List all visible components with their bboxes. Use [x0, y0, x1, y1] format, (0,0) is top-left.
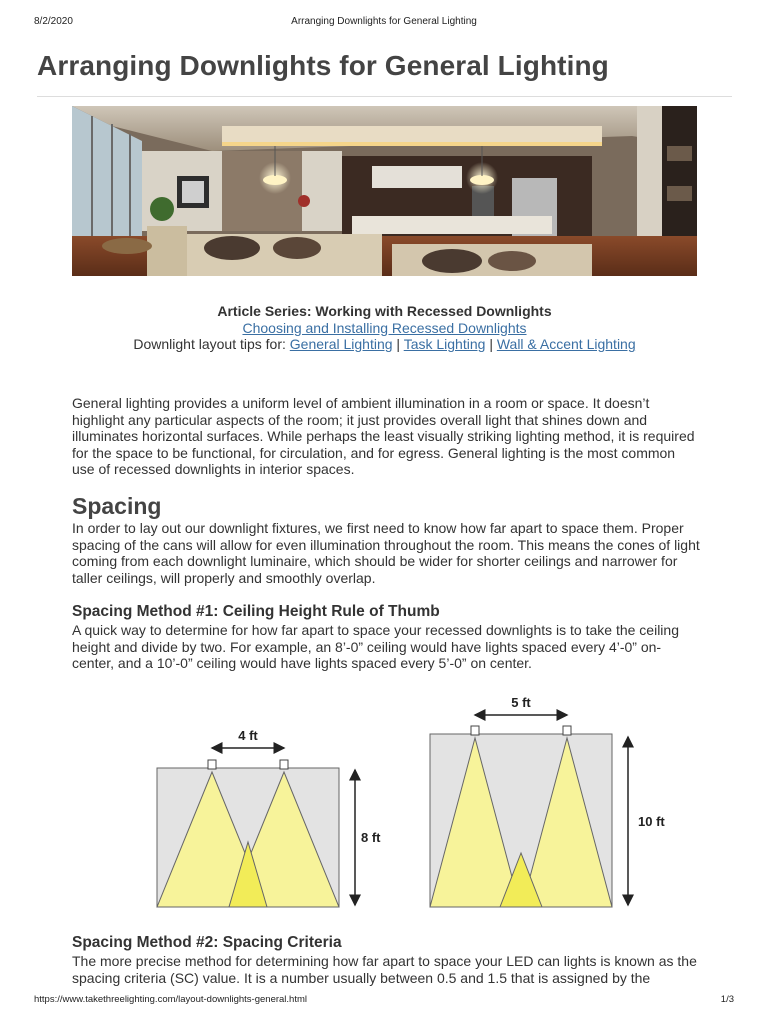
- tips-separator: |: [396, 336, 401, 352]
- tips-prefix: Downlight layout tips for:: [133, 336, 286, 352]
- downlight-icon: [563, 726, 571, 735]
- spacing-diagram: [140, 690, 680, 915]
- diagram-10ft-height-label: 10 ft: [638, 814, 665, 829]
- print-title: Arranging Downlights for General Lighting: [291, 16, 477, 27]
- method1-paragraph: A quick way to determine for how far apart to space your recessed downlights is to take the ceiling height and divide by two. For example, an 8’-0” ceiling would have lights spaced every 4’-0” on-center, and a 10’-0” ceiling would have lights spaced every 5’-0” on center.: [72, 622, 679, 672]
- method2-paragraph: The more precise method for determining how far apart to space your LED can lights is known as the spacing criteria (SC) value. It is a number usually between 0.5 and 1.5 that is assigned by the: [72, 953, 697, 986]
- diagram-8ft-spacing-label: 4 ft: [238, 728, 258, 743]
- series-heading: Article Series: Working with Recessed Downlights: [217, 303, 552, 319]
- downlight-icon: [471, 726, 479, 735]
- print-page-number: 1/3: [720, 994, 734, 1005]
- print-footer: [34, 994, 734, 1008]
- diagram-8ft-room: [157, 728, 381, 907]
- print-date: 8/2/2020: [34, 16, 73, 27]
- method2-heading: Spacing Method #2: Spacing Criteria: [72, 934, 342, 951]
- diagram-10ft-room: [430, 695, 665, 907]
- spacing-heading: Spacing: [72, 493, 162, 519]
- tips-separator: |: [489, 336, 493, 352]
- series-link[interactable]: Choosing and Installing Recessed Downlights: [242, 319, 527, 336]
- hero-image: [72, 106, 697, 276]
- print-url: https://www.takethreelighting.com/layout-downlights-general.html: [34, 994, 307, 1005]
- diagram-8ft-height-label: 8 ft: [361, 830, 381, 845]
- intro-paragraph: General lighting provides a uniform level of ambient illumination in a room or space. It doesn’t highlight any particular aspects of the room; it just provides overall light that shines down and illuminates horizontal surfaces. While perhaps the least visually striking lighting method, it is required for the space to be functional, for circulation, and for egress. General lighting is the most common use of recessed downlights in interior spaces.: [72, 395, 695, 478]
- diagram-10ft-spacing-label: 5 ft: [511, 695, 531, 710]
- title-divider: [37, 96, 732, 97]
- tips-link-wall-accent[interactable]: Wall & Accent Lighting: [496, 336, 636, 352]
- spacing-paragraph: In order to lay out our downlight fixtures, we first need to know how far apart to space them. Proper spacing of the cans will allow for even illumination throughout the room. This means the cones of light coming from each downlight luminaire, which should be wider for shorter ceilings and narrower for taller ceilings, will properly and smoothly overlap.: [72, 520, 700, 586]
- downlight-icon: [208, 760, 216, 769]
- print-header: [34, 16, 734, 30]
- article-series-nav: [72, 303, 697, 353]
- tips-link-task[interactable]: Task Lighting: [403, 336, 486, 352]
- method1-heading: Spacing Method #1: Ceiling Height Rule of Thumb: [72, 603, 440, 620]
- page-title: Arranging Downlights for General Lighting: [37, 50, 609, 81]
- downlight-icon: [280, 760, 288, 769]
- tips-link-general[interactable]: General Lighting: [289, 336, 393, 352]
- tips-line: [72, 336, 697, 353]
